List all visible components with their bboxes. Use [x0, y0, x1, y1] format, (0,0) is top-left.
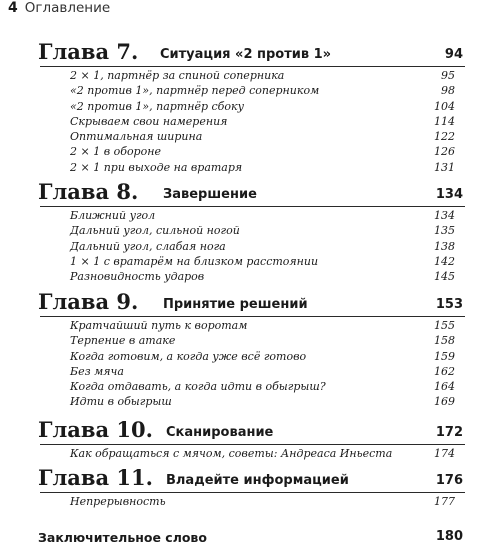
chapter-entries [0, 318, 477, 410]
chapter-number: Глава 11. [38, 465, 153, 490]
toc-entry: Как обращаться с мячом, советы: Андреаса Иньеста 174 [70, 447, 455, 460]
toc-entry: Без мяча 162 [70, 364, 455, 378]
chapter-number: Глава 8. [38, 179, 139, 204]
chapter-number: Глава 10. [38, 417, 153, 442]
conclusion-page: 180 [435, 529, 463, 544]
toc-entry: Когда отдавать, а когда идти в обыгрыш? 164 [70, 380, 455, 394]
conclusion-entry [0, 528, 477, 548]
toc-entry: Оптимальная ширина 122 [70, 130, 455, 144]
chapter-page: 176 [435, 473, 463, 488]
toc-entry: 1 × 1 с вратарём на близком расстоянии 142 [70, 254, 455, 268]
chapter-rule [40, 206, 465, 207]
chapter-rule [40, 316, 465, 317]
toc-entry: Ближний угол 134 [70, 209, 455, 222]
chapter-heading [0, 176, 477, 206]
chapter-number: Глава 9. [38, 289, 139, 314]
chapter-title: Сканирование [166, 425, 274, 440]
toc-entry: Скрываем свои намерения 114 [70, 114, 455, 128]
chapter-number: Глава 7. [38, 39, 139, 64]
toc-entry: 2 × 1 в обороне 126 [70, 145, 455, 159]
chapter-heading [0, 462, 477, 492]
chapter-heading [0, 286, 477, 316]
chapter-page: 153 [435, 297, 463, 312]
chapter-title: Принятие решений [163, 297, 308, 312]
chapter-rule [40, 444, 465, 445]
toc-entry: «2 против 1», партнёр сбоку 104 [70, 99, 455, 113]
toc-entry: 2 × 1 при выходе на вратаря 131 [70, 160, 455, 174]
chapter-title: Ситуация «2 против 1» [160, 47, 332, 62]
chapter-8 [0, 176, 477, 284]
chapter-title: Завершение [163, 187, 257, 202]
chapter-heading [0, 36, 477, 66]
chapter-entries [0, 446, 477, 461]
chapter-heading [0, 414, 477, 444]
chapter-entries [0, 68, 477, 175]
chapter-rule [40, 492, 465, 493]
chapter-page: 172 [435, 425, 463, 440]
toc-entry: Терпение в атаке 158 [70, 334, 455, 348]
conclusion-title: Заключительное слово [38, 530, 207, 545]
toc-entry: Дальний угол, слабая нога 138 [70, 239, 455, 253]
chapter-rule [40, 66, 465, 67]
chapter-11 [0, 462, 477, 508]
toc-entry: «2 против 1», партнёр перед соперником 98 [70, 84, 455, 98]
chapter-9 [0, 286, 477, 409]
chapter-title: Владейте информацией [166, 473, 349, 488]
running-header [8, 0, 110, 20]
chapter-7 [0, 36, 477, 174]
chapter-entries [0, 494, 477, 509]
page-number: 4 [8, 0, 18, 16]
chapter-page: 94 [444, 47, 463, 62]
chapter-page: 134 [435, 187, 463, 202]
chapter-10 [0, 414, 477, 460]
toc-entry: Идти в обыгрыш 169 [70, 395, 455, 409]
toc-entry: Когда готовим, а когда уже всё готово 159 [70, 349, 455, 363]
toc-entry: Кратчайший путь к воротам 155 [70, 319, 455, 332]
toc-entry: Непрерывность 177 [70, 495, 455, 508]
toc-entry: Дальний угол, сильной ногой 135 [70, 224, 455, 238]
chapter-entries [0, 208, 477, 284]
toc-entry: 2 × 1, партнёр за спиной соперника 95 [70, 69, 455, 82]
running-title: Оглавление [24, 0, 111, 16]
toc-entry: Разновидность ударов 145 [70, 270, 455, 284]
